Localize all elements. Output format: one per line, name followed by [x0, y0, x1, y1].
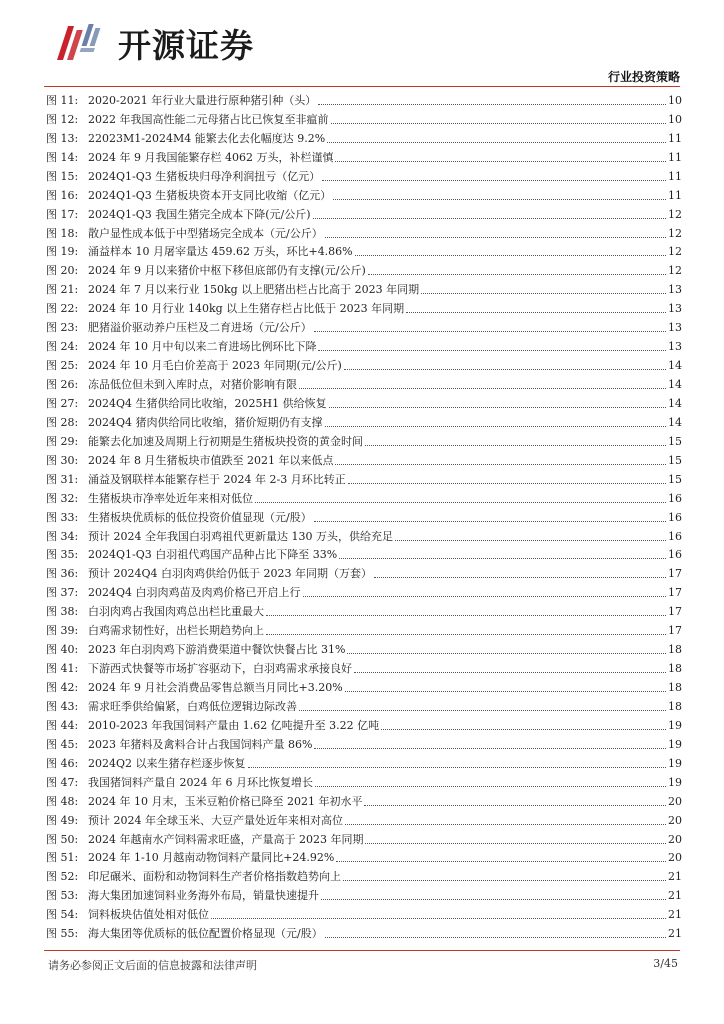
dot-leader	[374, 577, 666, 578]
logo-text: 开源证券	[118, 25, 254, 65]
figure-label: 图 33:	[46, 510, 79, 524]
toc-entry[interactable]	[46, 865, 682, 884]
toc-entry[interactable]	[46, 165, 682, 184]
dot-leader	[345, 824, 666, 825]
figure-page-number[interactable]: 19	[668, 756, 682, 770]
toc-entry[interactable]	[46, 184, 682, 203]
figure-title[interactable]: 2020-2021 年行业大量进行原种猪引种（头）	[88, 93, 317, 107]
toc-entry[interactable]	[46, 335, 682, 354]
toc-entry[interactable]	[46, 297, 682, 316]
dot-leader	[327, 142, 666, 143]
figure-title[interactable]: 2024Q4 白羽肉鸡苗及肉鸡价格已开启上行	[88, 586, 301, 600]
figure-title[interactable]: 2024 年越南水产饲料需求旺盛，产量高于 2023 年同期	[88, 832, 364, 846]
figure-page-number[interactable]: 19	[668, 718, 682, 732]
dot-leader	[313, 218, 666, 219]
figure-page-number[interactable]: 16	[668, 529, 682, 543]
dot-leader	[255, 502, 666, 503]
figure-label: 图 22:	[46, 302, 79, 316]
toc-entry[interactable]	[46, 562, 682, 581]
toc-entry[interactable]	[46, 903, 682, 922]
toc-entry[interactable]	[46, 600, 682, 619]
figure-title[interactable]: 生猪板块优质标的低位投资价值显现（元/股）	[88, 510, 312, 524]
dot-leader	[344, 369, 666, 370]
figure-label: 图 54:	[46, 908, 79, 922]
figure-title[interactable]: 印尼碾米、面粉和动物饲料生产者价格指数趋势向上	[88, 870, 341, 884]
figure-page-number[interactable]: 17	[668, 605, 682, 619]
dot-leader	[314, 748, 666, 749]
toc-entry[interactable]	[46, 449, 682, 468]
toc-entry[interactable]	[46, 373, 682, 392]
figure-label: 图 25:	[46, 359, 79, 373]
figure-title[interactable]: 2023 年白羽肉鸡下游消费渠道中餐饮快餐占比 31%	[88, 643, 346, 657]
figure-label: 图 30:	[46, 453, 79, 467]
figure-page-number[interactable]: 11	[668, 131, 682, 145]
figure-page-number[interactable]: 14	[668, 378, 682, 391]
dot-leader	[348, 483, 666, 484]
toc-entry[interactable]	[46, 752, 682, 771]
dot-leader	[318, 350, 666, 351]
dot-leader	[325, 937, 666, 938]
figure-label: 图 37:	[46, 586, 79, 600]
figure-label: 图 53:	[46, 889, 79, 903]
figure-title[interactable]: 预计 2024 全年我国白羽鸡祖代更新量达 130 万头，供给充足	[88, 529, 393, 543]
figure-label: 图 12:	[46, 112, 79, 126]
figure-page-number[interactable]: 14	[668, 415, 682, 429]
figure-label: 图 47:	[46, 775, 79, 789]
figure-title[interactable]: 22023M1-2024M4 能繁去化去化幅度达 9.2%	[88, 131, 326, 145]
figure-label: 图 45:	[46, 737, 79, 751]
figure-label: 图 43:	[46, 699, 79, 713]
page-header	[0, 0, 724, 92]
figure-page-number[interactable]: 14	[668, 359, 682, 373]
figure-title[interactable]: 2023 年猪料及禽料合计占我国饲料产量 86%	[88, 737, 313, 751]
dot-leader	[406, 312, 666, 313]
figure-label: 图 52:	[46, 870, 79, 884]
company-logo	[54, 18, 284, 68]
dot-leader	[336, 861, 666, 862]
figure-page-number[interactable]: 20	[668, 794, 682, 808]
toc-entry[interactable]	[46, 676, 682, 695]
toc-entry[interactable]	[46, 411, 682, 430]
figure-title[interactable]: 2024Q1-Q3 我国生猪完全成本下降(元/公斤)	[88, 207, 311, 221]
toc-entry[interactable]	[46, 884, 682, 903]
figure-label: 图 55:	[46, 927, 79, 941]
figure-label: 图 21:	[46, 283, 79, 297]
figure-title[interactable]: 2024Q1-Q3 生猪板块归母净利润扭亏（亿元）	[88, 169, 321, 183]
dot-leader	[314, 331, 666, 332]
figure-page-number[interactable]: 13	[668, 283, 682, 297]
dot-leader	[355, 255, 666, 256]
dot-leader	[343, 880, 666, 881]
figure-title[interactable]: 2024 年 7 月以来行业 150kg 以上肥猪出栏占比高于 2023 年同期	[88, 283, 420, 297]
figure-label: 图 24:	[46, 340, 79, 354]
figure-page-number[interactable]: 18	[668, 662, 682, 676]
figure-page-number[interactable]: 13	[668, 340, 682, 354]
toc-entry[interactable]	[46, 127, 682, 146]
figure-label: 图 14:	[46, 150, 79, 164]
figure-title[interactable]: 2024 年 9 月我国能繁存栏 4062 万头，补栏谨慎	[88, 150, 334, 164]
toc-entry[interactable]	[46, 771, 682, 790]
figure-label: 图 48:	[46, 794, 79, 808]
toc-entry[interactable]	[46, 714, 682, 733]
figure-title[interactable]: 2024 年 9 月社会消费品零售总额当月同比+3.20%	[88, 681, 343, 694]
toc-entry[interactable]	[46, 657, 682, 676]
dot-leader	[325, 237, 666, 238]
dot-leader	[299, 388, 666, 389]
figure-label: 图 19:	[46, 245, 79, 259]
toc-entry[interactable]	[46, 847, 682, 866]
dot-leader	[331, 123, 667, 124]
figure-label: 图 29:	[46, 434, 79, 448]
figure-title[interactable]: 2024 年 10 月末，玉米豆粕价格已降至 2021 年初水平	[88, 794, 363, 808]
toc-entry[interactable]	[46, 619, 682, 638]
figure-page-number[interactable]: 13	[668, 321, 682, 335]
dot-leader	[368, 274, 666, 275]
figure-page-number[interactable]: 19	[668, 775, 682, 789]
figure-page-number[interactable]: 19	[668, 737, 682, 751]
figure-title[interactable]: 需求旺季供给偏紧，白鸡低位逻辑边际改善	[88, 699, 297, 713]
figure-label: 图 23:	[46, 321, 79, 335]
figure-page-number[interactable]: 21	[668, 908, 682, 922]
toc-entry[interactable]	[46, 430, 682, 449]
figure-label: 图 18:	[46, 226, 79, 240]
figure-title[interactable]: 涌益及钢联样本能繁存栏于 2024 年 2-3 月环比转正	[88, 472, 346, 486]
figure-title[interactable]: 涌益样本 10 月屠宰量达 459.62 万头，环比+4.86%	[88, 245, 353, 259]
figure-label: 图 15:	[46, 169, 79, 183]
figure-title[interactable]: 预计 2024 年全球玉米、大豆产量处近年来相对高位	[88, 813, 343, 827]
figure-title[interactable]: 预计 2024Q4 白羽肉鸡供给仍低于 2023 年同期（万套）	[88, 567, 372, 581]
figure-label: 图 42:	[46, 681, 79, 694]
figure-page-number[interactable]: 15	[668, 453, 682, 467]
toc-entry[interactable]	[46, 809, 682, 828]
figure-title[interactable]: 2022 年我国高性能二元母猪占比已恢复至非瘟前	[88, 112, 329, 126]
figure-page-number[interactable]: 10	[668, 93, 682, 107]
figure-index	[46, 89, 682, 941]
figure-label: 图 44:	[46, 718, 79, 732]
header-divider	[44, 86, 680, 87]
dot-leader	[266, 634, 666, 635]
dot-leader	[321, 899, 666, 900]
dot-leader	[365, 445, 666, 446]
dot-leader	[395, 540, 666, 541]
figure-page-number[interactable]: 20	[668, 851, 682, 865]
figure-label: 图 36:	[46, 567, 79, 581]
figure-title[interactable]: 海大集团加速饲料业务海外布局，销量快速提升	[88, 889, 319, 903]
figure-page-number[interactable]: 20	[668, 832, 682, 846]
figure-label: 图 16:	[46, 188, 79, 202]
figure-page-number[interactable]: 14	[668, 396, 682, 410]
figure-title[interactable]: 2010-2023 年我国饲料产量由 1.62 亿吨提升至 3.22 亿吨	[88, 718, 380, 732]
figure-title[interactable]: 我国猪饲料产量自 2024 年 6 月环比恢复增长	[88, 775, 313, 789]
dot-leader	[364, 805, 666, 806]
dot-leader	[381, 729, 666, 730]
figure-label: 图 32:	[46, 491, 79, 505]
toc-entry[interactable]	[46, 259, 682, 278]
toc-entry[interactable]	[46, 241, 682, 260]
toc-entry[interactable]	[46, 922, 682, 941]
disclaimer-note: 请务必参阅正文后面的信息披露和法律声明	[48, 959, 257, 972]
figure-label: 图 46:	[46, 756, 79, 770]
figure-page-number[interactable]: 15	[668, 472, 682, 486]
toc-entry[interactable]	[46, 316, 682, 335]
figure-title[interactable]: 白羽肉鸡占我国肉鸡总出栏比重最大	[88, 605, 264, 619]
figure-label: 图 26:	[46, 378, 79, 391]
dot-leader	[303, 596, 666, 597]
dot-leader	[211, 918, 666, 919]
figure-title[interactable]: 2024Q1-Q3 白羽祖代鸡国产品种占比下降至 33%	[88, 548, 338, 562]
figure-page-number[interactable]: 11	[668, 150, 682, 164]
figure-page-number[interactable]: 18	[668, 681, 682, 694]
dot-leader	[314, 521, 666, 522]
toc-entry[interactable]	[46, 506, 682, 525]
dot-leader	[347, 653, 666, 654]
figure-title[interactable]: 2024 年 10 月中旬以来二育进场比例环比下降	[88, 340, 317, 354]
dot-leader	[365, 843, 666, 844]
toc-entry[interactable]	[46, 733, 682, 752]
figure-title[interactable]: 2024Q4 猪肉供给同比收缩，猪价短期仍有支撑	[88, 415, 323, 429]
figure-page-number[interactable]: 21	[668, 889, 682, 903]
toc-entry[interactable]	[46, 222, 682, 241]
figure-label: 图 34:	[46, 529, 79, 543]
figure-page-number[interactable]: 21	[668, 927, 682, 941]
figure-title[interactable]: 饲料板块估值处相对低位	[88, 908, 209, 922]
page-number: 3/45	[653, 957, 678, 970]
figure-title[interactable]: 白鸡需求韧性好，出栏长期趋势向上	[88, 624, 264, 638]
dot-leader	[315, 786, 666, 787]
figure-page-number[interactable]: 12	[668, 264, 682, 278]
figure-label: 图 39:	[46, 624, 79, 638]
toc-entry[interactable]	[46, 108, 682, 127]
figure-label: 图 17:	[46, 207, 79, 221]
toc-entry[interactable]	[46, 790, 682, 809]
figure-title[interactable]: 2024 年 1-10 月越南动物饲料产量同比+24.92%	[88, 851, 335, 865]
toc-entry[interactable]	[46, 525, 682, 544]
figure-page-number[interactable]: 20	[668, 813, 682, 827]
figure-title[interactable]: 散户显性成本低于中型猪场完全成本（元/公斤）	[88, 226, 323, 240]
dot-leader	[322, 180, 666, 181]
toc-entry[interactable]	[46, 544, 682, 563]
figure-page-number[interactable]: 16	[668, 548, 682, 562]
figure-title[interactable]: 2024Q2 以来生猪存栏逐步恢复	[88, 756, 246, 770]
toc-entry[interactable]	[46, 354, 682, 373]
figure-page-number[interactable]: 11	[668, 188, 682, 202]
dot-leader	[318, 104, 666, 105]
figure-title[interactable]: 肥猪溢价驱动养户压栏及二育进场（元/公斤）	[88, 321, 312, 335]
figure-label: 图 41:	[46, 662, 79, 676]
toc-entry[interactable]	[46, 89, 682, 108]
figure-page-number[interactable]: 16	[668, 491, 682, 505]
figure-page-number[interactable]: 12	[668, 226, 682, 240]
figure-page-number[interactable]: 18	[668, 699, 682, 713]
dot-leader	[248, 767, 666, 768]
figure-label: 图 27:	[46, 396, 79, 410]
toc-entry[interactable]	[46, 828, 682, 847]
figure-title[interactable]: 2024 年 10 月毛白价差高于 2023 年同期(元/公斤)	[88, 359, 342, 373]
figure-page-number[interactable]: 13	[668, 302, 682, 316]
figure-title[interactable]: 2024 年 10 月行业 140kg 以上生猪存栏占比低于 2023 年同期	[88, 302, 405, 316]
dot-leader	[266, 615, 666, 616]
figure-title[interactable]: 2024 年 9 月以来猪价中枢下移但底部仍有支撑(元/公斤)	[88, 264, 366, 278]
toc-entry[interactable]	[46, 581, 682, 600]
dot-leader	[335, 464, 666, 465]
figure-label: 图 51:	[46, 851, 79, 865]
figure-title[interactable]: 2024 年 8 月生猪板块市值跌至 2021 年以来低点	[88, 453, 334, 467]
toc-entry[interactable]	[46, 695, 682, 714]
dot-leader	[345, 691, 666, 692]
figure-title[interactable]: 海大集团等优质标的低位配置价格显现（元/股）	[88, 927, 323, 941]
toc-entry[interactable]	[46, 203, 682, 222]
figure-title[interactable]: 能繁去化加速及周期上行初期是生猪板块投资的黄金时间	[88, 434, 363, 448]
figure-page-number[interactable]: 15	[668, 434, 682, 448]
figure-page-number[interactable]: 11	[668, 169, 682, 183]
figure-title[interactable]: 2024Q4 生猪供给同比收缩，2025H1 供给恢复	[88, 396, 327, 410]
figure-page-number[interactable]: 18	[668, 643, 682, 657]
figure-label: 图 49:	[46, 813, 79, 827]
toc-entry[interactable]	[46, 487, 682, 506]
dot-leader	[333, 199, 666, 200]
figure-title[interactable]: 2024Q1-Q3 生猪板块资本开支同比收缩（亿元）	[88, 188, 332, 202]
toc-entry[interactable]	[46, 278, 682, 297]
figure-page-number[interactable]: 12	[668, 245, 682, 259]
figure-label: 图 50:	[46, 832, 79, 846]
figure-title[interactable]: 下游西式快餐等市场扩容驱动下，白羽鸡需求承接良好	[88, 662, 352, 676]
dot-leader	[421, 293, 666, 294]
dot-leader	[325, 426, 666, 427]
dot-leader	[339, 558, 666, 559]
dot-leader	[329, 407, 666, 408]
figure-label: 图 38:	[46, 605, 79, 619]
figure-title[interactable]: 生猪板块市净率处近年来相对低位	[88, 491, 253, 505]
figure-label: 图 40:	[46, 643, 79, 657]
figure-page-number[interactable]: 17	[668, 624, 682, 638]
figure-page-number[interactable]: 16	[668, 510, 682, 524]
figure-label: 图 35:	[46, 548, 79, 562]
figure-label: 图 28:	[46, 415, 79, 429]
figure-label: 图 13:	[46, 131, 79, 145]
figure-label: 图 31:	[46, 472, 79, 486]
toc-entry[interactable]	[46, 468, 682, 487]
toc-entry[interactable]	[46, 638, 682, 657]
dot-leader	[354, 672, 666, 673]
figure-page-number[interactable]: 17	[668, 567, 682, 581]
toc-entry[interactable]	[46, 146, 682, 165]
section-title: 行业投资策略	[607, 70, 680, 84]
figure-page-number[interactable]: 10	[668, 112, 682, 126]
dot-leader	[335, 161, 666, 162]
figure-page-number[interactable]: 17	[668, 586, 682, 600]
footer-divider	[44, 950, 680, 951]
toc-entry[interactable]	[46, 392, 682, 411]
figure-label: 图 11:	[46, 93, 79, 107]
figure-title[interactable]: 冻品低位但未到入库时点，对猪价影响有限	[88, 378, 297, 391]
logo-mark-icon	[54, 20, 114, 66]
dot-leader	[299, 710, 666, 711]
figure-page-number[interactable]: 12	[668, 207, 682, 221]
figure-page-number[interactable]: 21	[668, 870, 682, 884]
figure-label: 图 20:	[46, 264, 79, 278]
